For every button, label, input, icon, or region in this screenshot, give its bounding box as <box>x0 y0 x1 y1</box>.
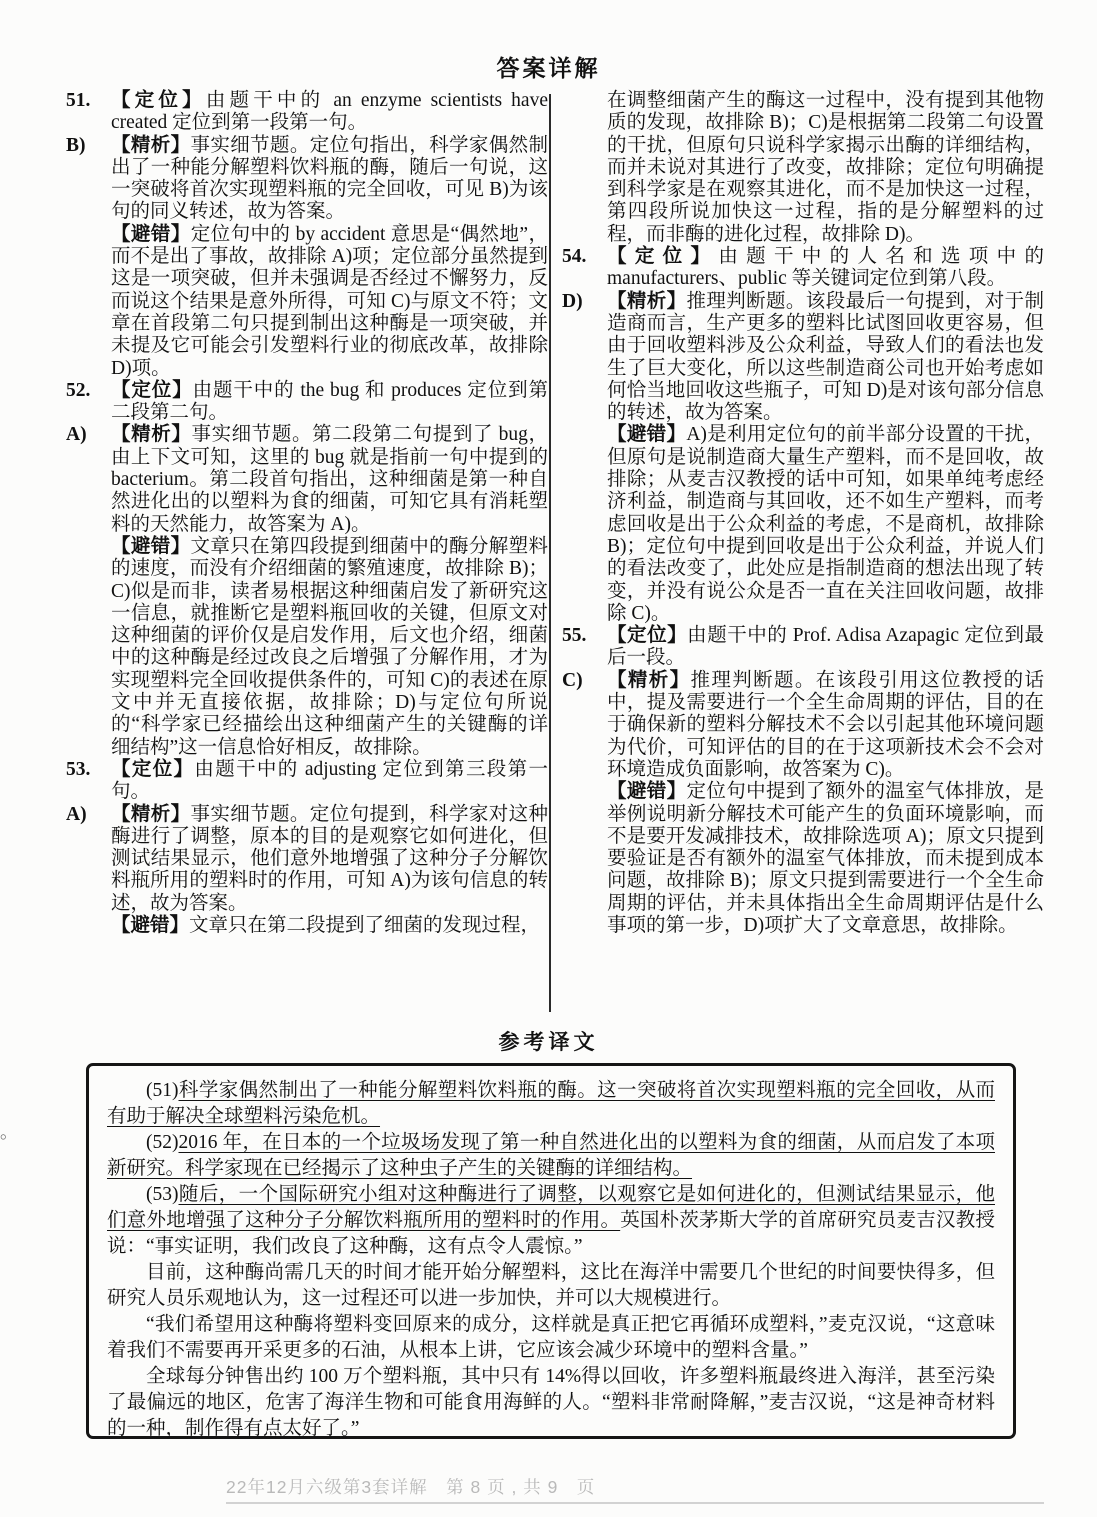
section-tag: 【定位】 <box>607 246 719 268</box>
item-body-text: 推理判断题。在该段引用这位教授的话中，提及需要进行一个全生命周期的评估，目的在于确保新的塑料分解技术不会以引起其他环境问题为代价，可知评估的目的在于这项新技术会不会对环境造成负面影响，故答案为 C)。 <box>607 669 1044 780</box>
item-text <box>111 536 548 759</box>
item-row <box>562 291 1044 425</box>
item-body-text: 事实细节题。第二段第二句提到了 bug，由上下文可知，这里的 bug 就是指前一句中提到的 bacterium。第二段首句指出，这种细菌是第一种自然进化出的以塑料为食的细菌，可知它具有消耗塑料的天然能力，故答案为 A)。 <box>111 424 548 535</box>
item-text <box>111 759 548 804</box>
translation-text: 全球每分钟售出约 100 万个塑料瓶，其中只有 14%得以回收，许多塑料瓶最终进入海洋，甚至污染了最偏远的地区，危害了海洋生物和可能食用海鲜的人。“塑料非常耐降解，”麦吉汉说，“这是神奇材料的一种，制作得有点太好了。” <box>107 1366 995 1439</box>
translation-paragraph <box>107 1364 995 1442</box>
item-row <box>66 759 548 804</box>
item-text <box>607 291 1044 425</box>
section-tag: 【精析】 <box>111 134 191 156</box>
item-number: 53. <box>66 758 91 780</box>
section-tag: 【避错】 <box>607 424 687 446</box>
item-text <box>111 380 548 425</box>
item-text <box>607 90 1044 246</box>
item-number: 51. <box>66 90 91 111</box>
scan-artifact-mark: 。 <box>0 1122 18 1142</box>
item-row <box>562 625 1044 670</box>
item-text <box>111 804 548 915</box>
translation-paragraph <box>107 1312 995 1364</box>
item-body-text: 文章只在第四段提到细菌中的酶分解塑料的速度，而没有介绍细菌的繁殖速度，故排除 B)；C)似是而非，读者易根据这种细菌启发了新研究这一信息，就推断它是塑料瓶回收的关键，但原文对这种细菌的评价仅是启发作用，后文也介绍，细菌中的这种酶是经过改良之后增强了分解作用，才为实现塑料完全回收提供条件的，可知 C)的表述在原文中并无直接依据，故排除；D)与定位句所说的“科学家已经描绘出这种细菌产生的关键酶的详细结构”这一信息恰好相反，故排除。 <box>111 535 548 758</box>
section-tag: 【精析】 <box>111 424 192 446</box>
item-body-text: 由题干中的 Prof. Adisa Azapagic 定位到最后一段。 <box>607 625 1044 669</box>
item-text <box>607 246 1044 291</box>
section-tag: 【精析】 <box>111 803 191 825</box>
section-tag: 【定位】 <box>111 90 206 111</box>
translation-text: “我们希望用这种酶将塑料变回原来的成分，这样就是真正把它再循环成塑料，”麦克汉说，“这意味着我们不需要再开采更多的石油，从根本上讲，它应该会减少环境中的塑料含量。” <box>107 1314 995 1361</box>
translation-paragraph <box>107 1260 995 1312</box>
section-tag: 【定位】 <box>111 379 193 401</box>
answer-letter: D) <box>562 290 583 312</box>
answers-column-left <box>66 90 548 937</box>
sentence-number: (52) <box>146 1132 179 1153</box>
item-body-text: 事实细节题。定位句指出，科学家偶然制出了一种能分解塑料饮料瓶的酶，随后一句说，这一突破将首次实现塑料瓶的完全回收，可见 B)为该句的同义转述，故为答案。 <box>111 134 548 223</box>
translation-heading: 参考译文 <box>498 1030 599 1054</box>
answer-letter: A) <box>66 424 87 446</box>
underlined-translation: 2016 年，在日本的一个垃圾场发现了第一种自然进化出的以塑料为食的细菌，从而启发了本项新研究。科学家现在已经揭示了这种虫子产生的关键酶的详细结构。 <box>107 1132 995 1179</box>
item-number: 55. <box>562 625 587 647</box>
item-text <box>111 424 548 535</box>
item-body-text: 由题干中的人名和选项中的 manufacturers、public 等关键词定位到第八段。 <box>607 246 1044 290</box>
item-row <box>66 536 548 759</box>
item-body-text: 定位句中提到了额外的温室气体排放，是举例说明新分解技术可能产生的负面环境影响，而不是要开发减排技术，故排除选项 A)；原文只提到要验证是否有额外的温室气体排放，而未提到成本问题，故排除 B)；原文只提到需要进行一个全生命周期的评估，并未具体指出全生命周期评估是什么事项的第一步，D)项扩大了文章意思，故排除。 <box>607 781 1044 936</box>
item-row <box>66 380 548 425</box>
item-body-text: A)是利用定位句的前半部分设置的干扰，但原句是说制造商大量生产塑料，而不是回收，故排除；从麦吉汉教授的话中可知，如果单纯考虑经济利益，制造商与其回收，还不如生产塑料，而考虑回收是出于公众利益的考虑，不是商机，故排除 B)；定位句中提到回收是出于公众利益，并说人们的看法改变了，此处应是指制造商的想法出现了转变，并没有说公众是否一直在关注回收问题，故排除 C)。 <box>607 424 1044 624</box>
section-tag: 【精析】 <box>607 669 691 691</box>
item-row <box>66 915 548 937</box>
translation-text: 目前，这种酶尚需几天的时间才能开始分解塑料，这比在海洋中需要几个世纪的时间要快得多，但研究人员乐观地认为，这一过程还可以进一步加快，并可以大规模进行。 <box>107 1262 995 1309</box>
underlined-translation: 科学家偶然制出了一种能分解塑料饮料瓶的酶。这一突破将首次实现塑料瓶的完全回收，从而有助于解决全球塑料污染危机。 <box>107 1080 995 1127</box>
item-row <box>562 90 1044 246</box>
answer-letter: B) <box>66 134 86 156</box>
item-text <box>111 224 548 380</box>
translation-paragraph <box>107 1078 995 1130</box>
item-row <box>66 135 548 224</box>
item-body-text: 文章只在第二段提到了细菌的发现过程， <box>189 914 541 936</box>
item-text <box>607 424 1044 625</box>
item-row <box>562 781 1044 937</box>
section-tag: 【避错】 <box>111 223 191 245</box>
item-text <box>607 781 1044 937</box>
item-row <box>562 424 1044 625</box>
translation-paragraph <box>107 1182 995 1260</box>
translation-text: 英国朴茨茅斯大学的首席研究员麦吉汉教授说：“事实证明，我们改良了这种酶，这有点令人震惊。” <box>107 1210 995 1257</box>
item-text <box>111 915 548 937</box>
item-body-text: 由题干中的 the bug 和 produces 定位到第二段第二句。 <box>111 379 548 424</box>
section-tag: 【避错】 <box>607 781 687 803</box>
answers-column-right <box>562 90 1044 937</box>
section-tag: 【避错】 <box>111 914 190 936</box>
underlined-translation: 随后，一个国际研究小组对这种酶进行了调整，以观察它是如何进化的，但测试结果显示，他们意外地增强了这种分子分解饮料瓶所用的塑料时的作用。 <box>107 1184 995 1231</box>
item-row <box>66 224 548 380</box>
column-divider <box>549 94 551 1012</box>
item-body-text: 由题干中的 an enzyme scientists have created 定位到第一段第一句。 <box>111 90 548 134</box>
section-tag: 【定位】 <box>607 625 688 647</box>
item-body-text: 由题干中的 adjusting 定位到第三段第一句。 <box>111 758 548 803</box>
item-row <box>562 246 1044 291</box>
page-footer: 22年12月六级第3套详解 第 8 页 , 共 9 页 <box>226 1474 1044 1504</box>
section-tag: 【避错】 <box>111 535 191 557</box>
item-text <box>607 625 1044 670</box>
item-number: 54. <box>562 246 587 268</box>
page-title: 答案详解 <box>496 56 601 81</box>
translation-paragraph <box>107 1130 995 1182</box>
item-body-text: 事实细节题。定位句提到，科学家对这种酶进行了调整，原本的目的是观察它如何进化，但测试结果显示，他们意外地增强了这种分子分解饮料瓶所用的塑料时的作用，可知 A)为该句信息的转述，故为答案。 <box>111 803 548 914</box>
item-text <box>607 670 1044 781</box>
item-row <box>66 804 548 915</box>
sentence-number: (53) <box>146 1184 179 1205</box>
item-number: 52. <box>66 379 91 401</box>
item-body-text: 定位句中的 by accident 意思是“偶然地”，而不是出了事故，故排除 A)项；定位部分虽然提到这是一项突破，但并未强调是否经过不懈努力，反而说这个结果是意外所得，可知 C)与原文不符；文章在首段第二句只提到制出这种酶是一项突破，并未提及它可能会引发塑料行业的彻底改革，故排除 D)项。 <box>111 223 548 379</box>
section-tag: 【定位】 <box>111 758 195 780</box>
item-row <box>562 670 1044 781</box>
answer-letter: C) <box>562 669 583 691</box>
item-body-text: 在调整细菌产生的酶这一过程中，没有提到其他物质的发现，故排除 B)；C)是根据第二段第二句设置的干扰，但原句只说科学家揭示出酶的详细结构，而并未说对其进行了改变，故排除；定位句明确提到科学家是在观察其进化，而不是加快这一过程，第四段所说加快这一过程，指的是分解塑料的过程，而非酶的进化过程，故排除 D)。 <box>607 90 1044 245</box>
sentence-number: (51) <box>146 1080 179 1101</box>
item-body-text: 推理判断题。该段最后一句提到，对于制造商而言，生产更多的塑料比试图回收更容易，但由于回收塑料涉及公众利益，导致人们的看法也发生了巨大变化，所以这些制造商公司也开始考虑如何恰当地回收这些瓶子，可知 D)是对该句部分信息的转述，故为答案。 <box>607 290 1044 424</box>
section-tag: 【精析】 <box>607 290 687 312</box>
item-row <box>66 90 548 135</box>
item-text <box>111 90 548 135</box>
answer-letter: A) <box>66 803 87 825</box>
translation-box <box>86 1063 1016 1439</box>
item-row <box>66 424 548 535</box>
item-text <box>111 135 548 224</box>
